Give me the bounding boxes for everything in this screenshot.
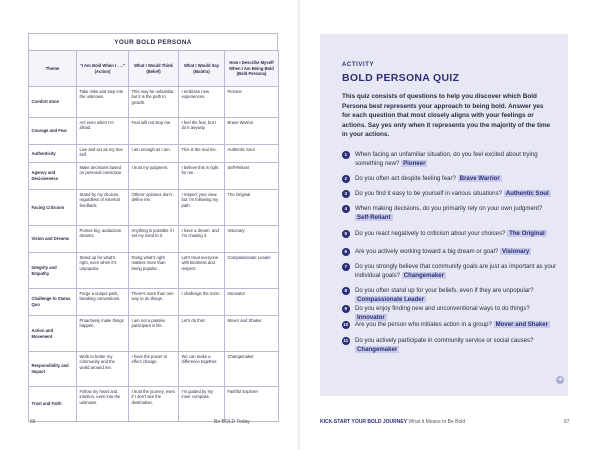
- cell-action: Follow my heart and intuition, even into the unknown.: [77, 387, 129, 422]
- question-text-wrap: [355, 336, 557, 354]
- question-text-wrap: [355, 204, 557, 222]
- quiz-question: [342, 247, 557, 256]
- question-text: When facing an unfamiliar situation, do you feel excited about trying something new?: [355, 151, 538, 168]
- cell-action: Forge a unique path, breaking conventions.: [77, 289, 129, 316]
- cell-theme: Responsibility and Impact: [29, 352, 77, 387]
- cell-persona: Faithful Explorer: [225, 387, 279, 422]
- question-number: 10: [343, 322, 349, 327]
- persona-answer: The Original: [509, 230, 545, 237]
- persona-answer: Innovator: [357, 314, 385, 322]
- cell-theme: Authenticity: [29, 145, 77, 163]
- cell-theme: Vision and Dreams: [29, 226, 77, 253]
- column-header: What I Would Think (Belief): [129, 51, 179, 87]
- quiz-title: BOLD PERSONA QUIZ: [342, 72, 460, 84]
- question-text: Do you actively participate in community service or social causes?: [355, 337, 534, 344]
- column-header: Theme: [29, 51, 77, 87]
- cell-belief: There’s more than one way to do things.: [129, 289, 179, 316]
- question-number: 1: [342, 151, 350, 159]
- table-row: [29, 190, 279, 226]
- persona-answer: Changemaker: [357, 346, 398, 354]
- question-text-wrap: [355, 286, 557, 304]
- cell-belief: I am not a passive participant in life.: [129, 316, 179, 352]
- running-footer-left: Be BOLD Today: [214, 419, 250, 425]
- persona-answer: Compassionate Leader: [357, 296, 425, 304]
- question-text-wrap: [355, 150, 557, 168]
- question-text-wrap: [355, 229, 557, 238]
- cell-persona: Pioneer: [225, 87, 279, 118]
- question-text: Do you often act despite feeling fear?: [355, 175, 456, 182]
- cell-mantra: I believe this is right for me.: [179, 163, 225, 190]
- cell-persona: Mover and Shaker: [225, 316, 279, 352]
- table-row: [29, 145, 279, 163]
- quiz-question: [342, 189, 557, 198]
- table-row: [29, 118, 279, 145]
- question-text-wrap: [355, 189, 557, 198]
- cell-belief: Doing what’s right matters more than being popular.: [129, 253, 179, 289]
- quiz-question: [342, 204, 557, 222]
- column-header: How I Describe Myself When I Am Being Bold (Bold Persona): [225, 51, 279, 87]
- quiz-question: [342, 262, 557, 280]
- cell-theme: Agency and Decisiveness: [29, 163, 77, 190]
- quiz-question: [342, 286, 557, 304]
- cell-persona: Compassionate Leader: [225, 253, 279, 289]
- footer-section-title: KICK-START YOUR BOLD JOURNEY: [320, 419, 408, 425]
- cell-persona: Brave Warrior: [225, 118, 279, 145]
- question-text: Are you the person who initiates action in a group?: [355, 321, 492, 328]
- question-number: 9: [342, 305, 350, 313]
- cell-persona: Authentic Soul: [225, 145, 279, 163]
- question-number: 2: [342, 175, 350, 183]
- question-text-wrap: [355, 174, 557, 183]
- question-text: Do you react negatively to criticism about your choices?: [355, 230, 506, 237]
- question-text-wrap: [355, 262, 557, 280]
- table-row: [29, 226, 279, 253]
- table-row: [29, 316, 279, 352]
- quiz-question: [342, 150, 557, 168]
- cell-theme: Courage and Fear: [29, 118, 77, 145]
- cell-theme: Trust and Faith: [29, 387, 77, 422]
- table-row: [29, 163, 279, 190]
- question-number: 3: [342, 190, 350, 198]
- cell-action: Work to better my community and the world around me.: [77, 352, 129, 387]
- cell-belief: This may be unfamiliar, but it is the path to growth.: [129, 87, 179, 118]
- persona-answer: Pioneer: [403, 160, 426, 168]
- persona-answer: Visionary: [501, 248, 530, 255]
- question-text: Do you often stand up for your beliefs, even if they are unpopular?: [355, 287, 534, 294]
- question-number: 5: [342, 230, 350, 238]
- persona-answer: Mover and Shaker: [495, 321, 549, 328]
- cell-mantra: I embrace new experiences.: [179, 87, 225, 118]
- bold-persona-table: [28, 50, 279, 422]
- cell-action: Act even when I’m afraid.: [77, 118, 129, 145]
- cell-mantra: Let’s treat everyone with kindness and respect.: [179, 253, 225, 289]
- cell-action: Stand by my choices, regardless of external feedback.: [77, 190, 129, 226]
- cell-persona: Innovator: [225, 289, 279, 316]
- cell-theme: Integrity and Empathy: [29, 253, 77, 289]
- activity-label: ACTIVITY: [342, 62, 375, 68]
- table-body: [29, 87, 279, 422]
- question-number: 4: [342, 205, 350, 213]
- cell-persona: Self-Reliant: [225, 163, 279, 190]
- question-text: Do you strongly believe that community goals are just as important as your individual goals?: [355, 263, 557, 280]
- column-header: What I Would Say (Mantra): [179, 51, 225, 87]
- quiz-question: [342, 320, 557, 329]
- footer-chapter-title: What It Means to Be Bold: [408, 419, 466, 425]
- question-text-wrap: [355, 247, 557, 256]
- cell-belief: Others’ opinions don’t define me.: [129, 190, 179, 226]
- cell-belief: I have the power to effect change.: [129, 352, 179, 387]
- cell-action: Live and act as my true self.: [77, 145, 129, 163]
- cell-persona: The Original: [225, 190, 279, 226]
- persona-answer: Self-Reliant: [357, 214, 391, 222]
- cell-mantra: I feel the fear, but I do it anyway.: [179, 118, 225, 145]
- cell-mantra: This is the real me.: [179, 145, 225, 163]
- persona-answer: Brave Warrior: [459, 175, 500, 182]
- cell-persona: Changemaker: [225, 352, 279, 387]
- question-text: When making decisions, do you primarily rely on your own judgment?: [355, 205, 543, 212]
- running-footer-right: [320, 419, 465, 425]
- question-text: Do you enjoy finding new and unconventional ways to do things?: [355, 305, 530, 312]
- table-header-row: [29, 51, 279, 87]
- cell-action: Proactively make things happen.: [77, 316, 129, 352]
- quiz-question: [342, 336, 557, 354]
- persona-answer: Changemaker: [403, 272, 445, 280]
- cell-action: Pursue big, audacious dreams.: [77, 226, 129, 253]
- table-row: [29, 352, 279, 387]
- cell-action: Stand up for what’s right, even when it’s unpopular.: [77, 253, 129, 289]
- cell-belief: I am enough as I am.: [129, 145, 179, 163]
- cell-mantra: Let’s do this!: [179, 316, 225, 352]
- cell-mantra: I have a dream, and I’m chasing it.: [179, 226, 225, 253]
- right-page: [300, 0, 600, 450]
- cell-theme: Comfort Zone: [29, 87, 77, 118]
- cell-action: Make decisions based on personal conviction.: [77, 163, 129, 190]
- cell-theme: Challenge to Status Quo: [29, 289, 77, 316]
- question-number: 8: [342, 287, 350, 295]
- arrow-right-icon[interactable]: ➜: [557, 377, 563, 383]
- cell-persona: Visionary: [225, 226, 279, 253]
- question-text: Are you actively working toward a big dream or goal?: [355, 248, 499, 255]
- table-title: YOUR BOLD PERSONA: [28, 33, 278, 50]
- cell-action: Take risks and step into the unknown.: [77, 87, 129, 118]
- question-text-wrap: [355, 320, 557, 329]
- persona-answer: Authentic Soul: [505, 190, 549, 197]
- question-number: 11: [343, 338, 349, 343]
- cell-belief: I trust my judgment.: [129, 163, 179, 190]
- table-row: [29, 87, 279, 118]
- table-row: [29, 253, 279, 289]
- question-text: Do you find it easy to be yourself in various situations?: [355, 190, 503, 197]
- cell-belief: I trust the journey, even if I don’t see the destination.: [129, 387, 179, 422]
- cell-belief: Fear will not stop me.: [129, 118, 179, 145]
- table-row: [29, 289, 279, 316]
- question-number: 7: [342, 263, 350, 271]
- page-number-right: 67: [564, 419, 570, 425]
- cell-mantra: I’m guided by my inner compass.: [179, 387, 225, 422]
- quiz-question: [342, 229, 557, 238]
- column-header: “I Am Bold When I . . .” (Action): [77, 51, 129, 87]
- table-row: [29, 387, 279, 422]
- cell-belief: Anything is possible if I set my mind to it.: [129, 226, 179, 253]
- quiz-intro: This quiz consists of questions to help you discover which Bold Persona best represents your approach to being bold. Answer yes for each question that most closely aligns with your feelings or actions. Say yes only when it represents you the majority of the time in your actions.: [342, 93, 551, 138]
- cell-theme: Action and Movement: [29, 316, 77, 352]
- cell-mantra: I respect your view, but I’m following my path.: [179, 190, 225, 226]
- cell-mantra: We can make a difference together.: [179, 352, 225, 387]
- cell-mantra: I challenge the norm.: [179, 289, 225, 316]
- question-number: 6: [342, 248, 350, 256]
- page-number-left: 66: [30, 419, 36, 425]
- quiz-panel: [320, 34, 568, 396]
- quiz-question: [342, 174, 557, 183]
- cell-theme: Facing Criticism: [29, 190, 77, 226]
